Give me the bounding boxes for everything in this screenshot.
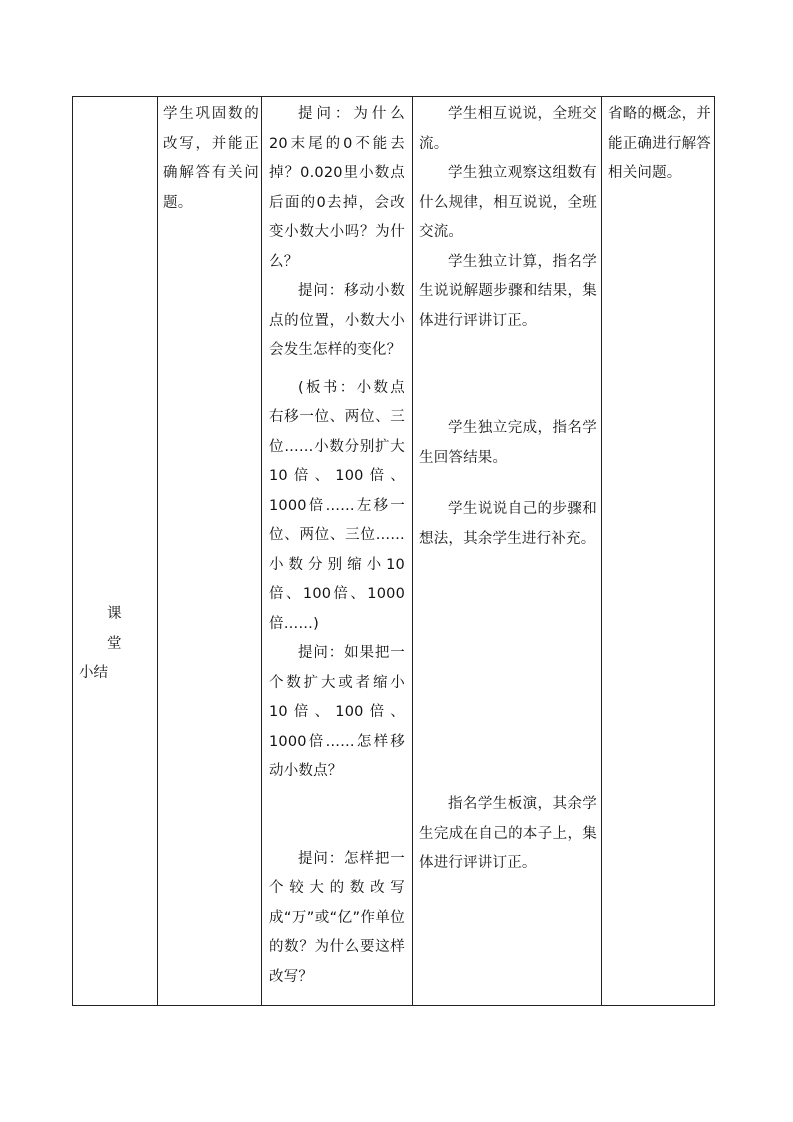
student-activity-1: 学生相互说说，全班交流。 bbox=[419, 106, 597, 152]
teacher-question-2: 提问：移动小数点的位置，小数大小会发生怎样的变化？ bbox=[269, 283, 405, 358]
teacher-activity-cell bbox=[269, 100, 405, 992]
design-intent-text: 省略的概念，并能正确进行解答相关问题。 bbox=[608, 106, 711, 181]
student-activity-4: 学生独立完成，指名学生回答结果。 bbox=[419, 420, 597, 466]
student-activity-3: 学生独立计算，指名学生说说解题步骤和结果，集体进行评讲订正。 bbox=[419, 253, 597, 329]
column-divider bbox=[157, 97, 158, 1005]
section-label bbox=[79, 600, 155, 689]
column-divider bbox=[601, 97, 602, 1005]
column-divider bbox=[412, 97, 413, 1005]
goal-text: 学生巩固数的改写，并能正确解答有关问题。 bbox=[163, 106, 259, 211]
lesson-plan-table bbox=[72, 96, 715, 1006]
section-label-line2: 小结 bbox=[79, 665, 108, 681]
column-divider bbox=[261, 97, 262, 1005]
student-activity-2: 学生独立观察这组数有什么规律，相互说说，全班交流。 bbox=[419, 165, 597, 240]
design-intent-cell bbox=[608, 100, 711, 189]
teacher-question-3: 提问：如果把一个数扩大或者缩小10倍、100倍、1000倍……怎样移动小数点？ bbox=[269, 645, 405, 779]
student-activity-6: 指名学生板演，其余学生完成在自己的本子上，集体进行评讲订正。 bbox=[419, 796, 597, 871]
teacher-question-1: 提问：为什么20末尾的0不能去掉？0.020里小数点后面的0去掉，会改变小数大小吗？为什么？ bbox=[269, 106, 405, 270]
goal-cell bbox=[163, 100, 259, 218]
section-label-line1: 课堂 bbox=[107, 606, 132, 652]
teacher-question-4: 提问：怎样把一个较大的数改写成“万”或“亿”作单位的数？为什么要这样改写？ bbox=[269, 850, 405, 985]
student-activity-cell bbox=[419, 100, 597, 879]
student-activity-5: 学生说说自己的步骤和想法，其余学生进行补充。 bbox=[419, 501, 597, 547]
board-writing: (板书：小数点右移一位、两位、三位……小数分别扩大10倍、100倍、1000倍……左移一位、两位、三位……小数分别缩小10倍、100倍、1000倍……) bbox=[269, 379, 405, 632]
